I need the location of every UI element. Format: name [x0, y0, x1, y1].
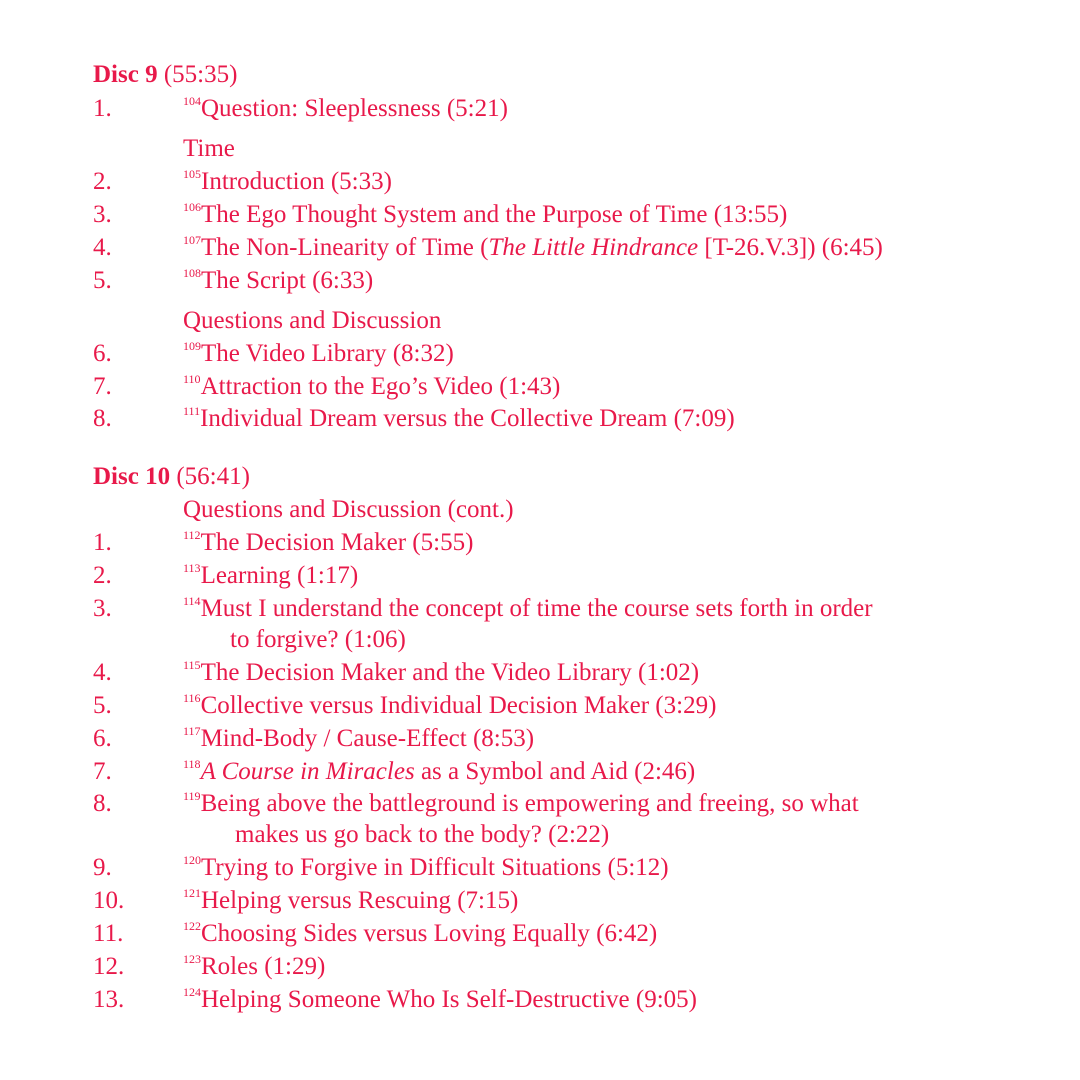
- track-title: [183, 92, 508, 125]
- track-title-text: The Ego Thought System and the Purpose of Time (13:55): [201, 201, 788, 228]
- track-title: [183, 198, 787, 231]
- track-number: 1.: [93, 95, 112, 122]
- disc-duration: (55:35): [163, 61, 238, 88]
- disc-10-heading: [93, 461, 250, 493]
- track-title: [183, 165, 392, 198]
- track-number: 9.: [93, 854, 112, 881]
- track-number: 1.: [93, 529, 112, 556]
- track-title: [183, 559, 358, 592]
- track-title: [183, 983, 697, 1016]
- track-number: 7.: [93, 758, 112, 785]
- track-ref: 122: [183, 919, 201, 933]
- track-number: 6.: [93, 340, 112, 367]
- track-title-text: Being above the battleground is empowering and freeing, so what: [200, 790, 859, 817]
- track-title-text: [T-26.V.3]) (6:45): [698, 234, 883, 261]
- track-number: 2.: [93, 168, 112, 195]
- track-number: 8.: [93, 405, 112, 432]
- track-number: 3.: [93, 595, 112, 622]
- track-title-text: Introduction (5:33): [201, 168, 392, 195]
- disc-9-heading: [93, 59, 237, 91]
- track-number: 5.: [93, 267, 112, 294]
- track-title-text: The Video Library (8:32): [201, 340, 454, 367]
- track-number: 10.: [93, 887, 125, 914]
- track-ref: 124: [183, 985, 201, 999]
- track-ref: 109: [183, 339, 201, 353]
- track-number: 11.: [93, 920, 124, 947]
- disc-duration: (56:41): [176, 463, 250, 490]
- track-title: [183, 264, 373, 297]
- track-ref: 105: [183, 167, 201, 181]
- track-title-italic: The Little Hindrance: [488, 234, 699, 261]
- track-title: [183, 656, 699, 689]
- track-ref: 110: [183, 372, 201, 386]
- track-title: [183, 526, 473, 559]
- track-number: 5.: [93, 692, 112, 719]
- disc-label: Disc 9: [93, 61, 158, 88]
- track-title-text: Learning (1:17): [200, 562, 359, 589]
- track-ref: 121: [183, 886, 201, 900]
- track-title-text: Mind-Body / Cause-Effect (8:53): [200, 725, 535, 752]
- track-title-text: Roles (1:29): [201, 953, 326, 980]
- track-ref: 111: [183, 404, 201, 418]
- track-title: [183, 787, 859, 820]
- track-number: 8.: [93, 790, 112, 817]
- track-title: [183, 337, 454, 370]
- track-title: [183, 755, 695, 788]
- track-number: 2.: [93, 562, 112, 589]
- track-ref: 108: [183, 266, 201, 280]
- track-title: [183, 231, 883, 264]
- track-number: 7.: [93, 373, 112, 400]
- track-ref: 119: [183, 789, 201, 803]
- track-ref: 123: [183, 952, 201, 966]
- track-title: [183, 370, 560, 403]
- track-number: 4.: [93, 659, 112, 686]
- track-title-text: Question: Sleeplessness (5:21): [201, 95, 508, 122]
- track-title-text: The Script (6:33): [201, 267, 374, 294]
- section-label-time: Time: [183, 135, 235, 162]
- track-ref: 117: [183, 724, 201, 738]
- track-ref: 112: [183, 528, 201, 542]
- track-title: [183, 722, 534, 755]
- track-title-text: Attraction to the Ego’s Video (1:43): [200, 373, 561, 400]
- track-title-text: Trying to Forgive in Difficult Situations (5:12): [201, 854, 669, 881]
- track-ref: 120: [183, 853, 201, 867]
- track-ref: 114: [183, 594, 201, 608]
- track-title-text: Collective versus Individual Decision Maker (3:29): [200, 692, 717, 719]
- track-title: [183, 884, 518, 917]
- track-title-text: The Decision Maker (5:55): [200, 529, 474, 556]
- track-title: [183, 689, 716, 722]
- section-label-questions-cont: Questions and Discussion (cont.): [183, 496, 514, 523]
- track-title-text: Choosing Sides versus Loving Equally (6:42): [201, 920, 658, 947]
- track-title: [183, 950, 325, 983]
- track-ref: 118: [183, 757, 201, 771]
- track-title: [183, 402, 735, 435]
- track-title: [183, 851, 669, 884]
- track-title-text: Helping Someone Who Is Self-Destructive (9:05): [201, 986, 697, 1013]
- track-ref: 107: [183, 233, 201, 247]
- track-title-text: Must I understand the concept of time the course sets forth in order: [200, 595, 873, 622]
- track-ref: 115: [183, 658, 201, 672]
- track-number: 6.: [93, 725, 112, 752]
- track-title: [183, 917, 657, 950]
- track-title: [183, 592, 873, 625]
- track-ref: 113: [183, 561, 201, 575]
- track-number: 3.: [93, 201, 112, 228]
- track-title-text: The Non-Linearity of Time (: [201, 234, 489, 261]
- track-title-italic: A Course in Miracles: [200, 758, 415, 785]
- track-title-text: as a Symbol and Aid (2:46): [414, 758, 696, 785]
- track-ref: 104: [183, 94, 201, 108]
- track-number: 12.: [93, 953, 125, 980]
- track-title-text: Helping versus Rescuing (7:15): [201, 887, 519, 914]
- track-title-continuation: makes us go back to the body? (2:22): [235, 821, 610, 848]
- track-ref: 106: [183, 200, 201, 214]
- track-title-text: Individual Dream versus the Collective Dream (7:09): [200, 405, 735, 432]
- section-label-questions: Questions and Discussion: [183, 307, 442, 334]
- disc-label: Disc 10: [93, 463, 171, 490]
- track-number: 4.: [93, 234, 112, 261]
- track-title-text: The Decision Maker and the Video Library (1:02): [200, 659, 700, 686]
- track-ref: 116: [183, 691, 201, 705]
- track-number: 13.: [93, 986, 125, 1013]
- track-title-continuation: to forgive? (1:06): [230, 626, 406, 653]
